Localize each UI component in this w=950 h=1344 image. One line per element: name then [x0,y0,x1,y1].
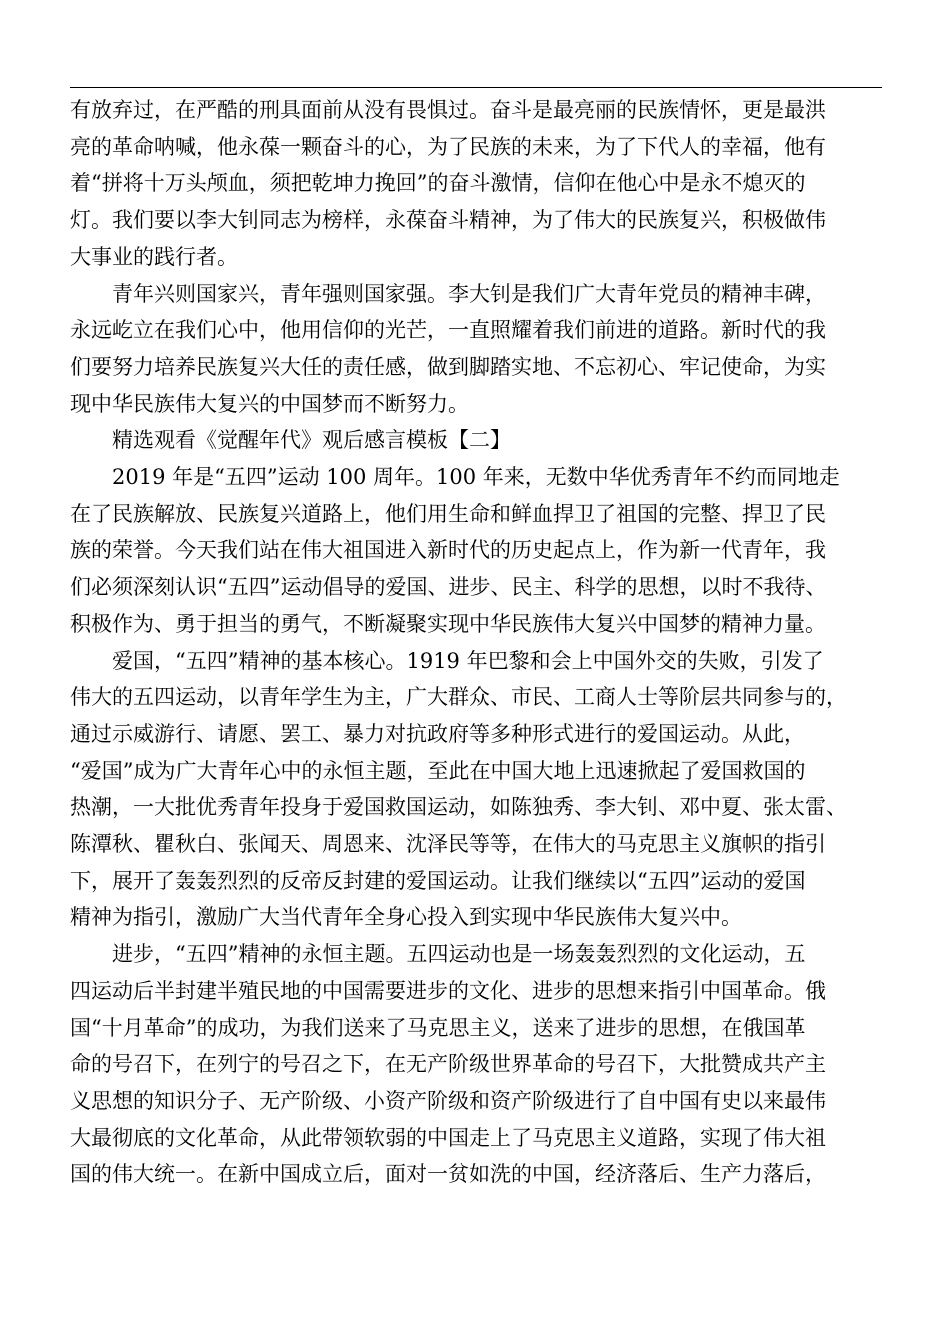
text-line: 亮的革命呐喊，他永葆一颗奋斗的心，为了民族的未来，为了下代人的幸福，他有 [70,134,826,159]
text-line: 永远屹立在我们心中，他用信仰的光芒，一直照耀着我们前进的道路。新时代的我 [70,318,826,343]
header-rule [70,87,882,88]
text-line: 着“拼将十万头颅血，须把乾坤力挽回”的奋斗激情，信仰在他心中是永不熄灭的 [70,171,806,196]
text-line: 精神为指引，激励广大当代青年全身心投入到实现中华民族伟大复兴中。 [70,905,742,930]
body-text [70,92,882,1193]
section-heading: 精选观看《觉醒年代》观后感言模板【二】 [70,428,511,453]
text-line: 国“十月革命”的成功，为我们送来了马克思主义，送来了进步的思想，在俄国革 [70,1015,806,1040]
text-line: 国的伟大统一。在新中国成立后，面对一贫如洗的中国，经济落后、生产力落后， [70,1162,826,1187]
text-line: 伟大的五四运动，以青年学生为主，广大群众、市民、工商人士等阶层共同参与的， [70,685,847,710]
text-line: 族的荣誉。今天我们站在伟大祖国进入新时代的历史起点上，作为新一代青年，我 [70,538,826,563]
text-line: 爱国，“五四”精神的基本核心。1919 年巴黎和会上中国外交的失败，引发了 [70,648,824,673]
text-line: “爱国”成为广大青年心中的永恒主题，至此在中国大地上迅速掀起了爱国救国的 [70,758,806,783]
text-line: 们要努力培养民族复兴大任的责任感，做到脚踏实地、不忘初心、牢记使命，为实 [70,354,826,379]
text-line: 积极作为、勇于担当的勇气，不断凝聚实现中华民族伟大复兴中国梦的精神力量。 [70,611,826,636]
text-line: 在了民族解放、民族复兴道路上，他们用生命和鲜血捍卫了祖国的完整、捍卫了民 [70,501,826,526]
text-line: 大最彻底的文化革命，从此带领软弱的中国走上了马克思主义道路，实现了伟大祖 [70,1125,826,1150]
text-line: 现中华民族伟大复兴的中国梦而不断努力。 [70,391,469,416]
text-line: 们必须深刻认识“五四”运动倡导的爱国、进步、民主、科学的思想，以时不我待、 [70,575,827,600]
text-line: 有放弃过，在严酷的刑具面前从没有畏惧过。奋斗是最亮丽的民族情怀，更是最洪 [70,98,826,122]
text-line: 大事业的践行者。 [70,244,238,269]
text-line: 进步，“五四”精神的永恒主题。五四运动也是一场轰轰烈烈的文化运动，五 [70,942,806,967]
text-line: 青年兴则国家兴，青年强则国家强。李大钊是我们广大青年党员的精神丰碑， [70,281,826,306]
text-line: 四运动后半封建半殖民地的中国需要进步的文化、进步的思想来指引中国革命。俄 [70,978,826,1003]
text-line: 灯。我们要以李大钊同志为榜样，永葆奋斗精神，为了伟大的民族复兴，积极做伟 [70,208,826,233]
text-line: 下，展开了轰轰烈烈的反帝反封建的爱国运动。让我们继续以“五四”运动的爱国 [70,868,806,893]
text-line: 命的号召下，在列宁的号召之下，在无产阶级世界革命的号召下，大批赞成共产主 [70,1052,826,1077]
text-line: 通过示威游行、请愿、罢工、暴力对抗政府等多种形式进行的爱国运动。从此， [70,721,805,746]
text-line: 2019 年是“五四”运动 100 周年。100 年来，无数中华优秀青年不约而同地走 [70,465,840,490]
text-line: 义思想的知识分子、无产阶级、小资产阶级和资产阶级进行了自中国有史以来最伟 [70,1088,826,1113]
text-line: 热潮，一大批优秀青年投身于爱国救国运动，如陈独秀、李大钊、邓中夏、张太雷、 [70,795,847,820]
text-line: 陈潭秋、瞿秋白、张闻天、周恩来、沈泽民等等，在伟大的马克思主义旗帜的指引 [70,832,826,857]
